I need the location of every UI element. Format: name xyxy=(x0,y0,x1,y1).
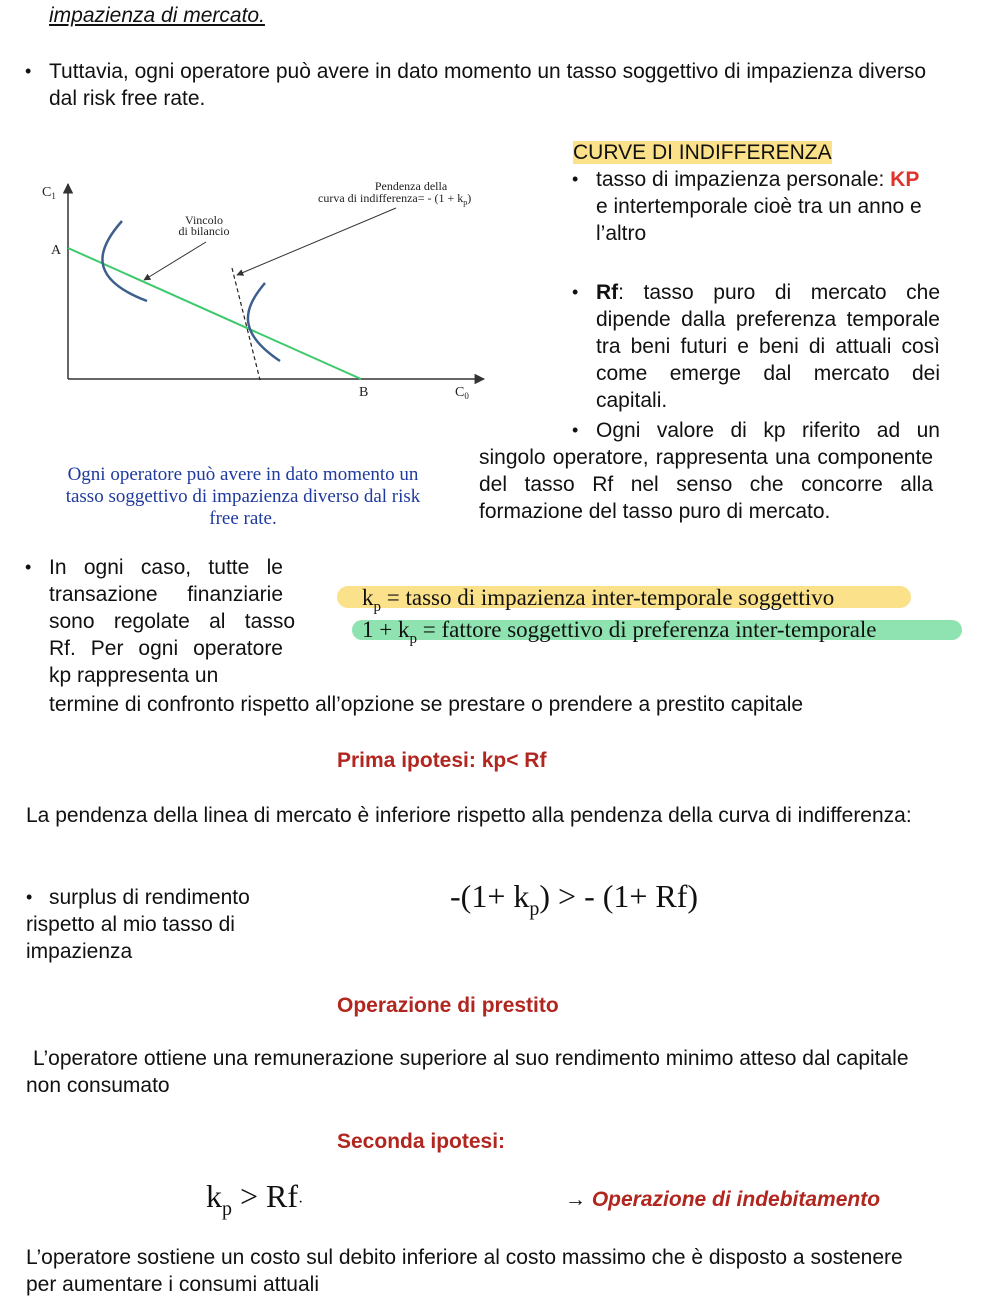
budget-line xyxy=(68,248,361,379)
vincolo-label-2: di bilancio xyxy=(178,224,230,238)
operazione-indebitamento: Operazione di indebitamento xyxy=(591,1188,881,1211)
point-a-label: A xyxy=(51,243,62,258)
seconda-inequality xyxy=(206,1178,304,1220)
transactions-line-5: kp rappresenta un xyxy=(49,664,219,687)
transactions-line-1: • In ogni caso, tutte le xyxy=(49,556,283,579)
indebitamento-line xyxy=(565,1186,880,1213)
transactions-line-2: transazione finanziarie xyxy=(49,583,283,606)
point-b-label: B xyxy=(359,385,369,400)
surplus-line-2: rispetto al mio tasso di xyxy=(26,913,235,936)
one-plus-kp-definition xyxy=(362,615,877,645)
kp-definition xyxy=(362,583,834,613)
prestito-explanation: L’operatore ottiene una remunerazione superiore al suo rendimento minimo atteso dal capitale non consumato xyxy=(26,1047,909,1097)
pendenza-arrow xyxy=(237,208,396,275)
indebitamento-explanation: L’operatore sostiene un costo sul debito inferiore al costo massimo che è disposto a sostenere per aumentare i consumi attuali xyxy=(26,1246,903,1296)
transactions-bullet xyxy=(49,554,309,689)
transactions-line-3: sono regolate al tasso xyxy=(49,610,295,633)
operazione-prestito: Operazione di prestito xyxy=(337,994,559,1017)
pendenza-label-1: Pendenza della xyxy=(374,179,448,193)
transactions-line-4: Rf. Per ogni operatore xyxy=(49,637,283,660)
kp-definition-text: = tasso di impazienza inter-temporale soggettivo xyxy=(381,585,835,610)
arrow-icon: → xyxy=(565,1188,592,1211)
seconda-ineq-dot: · xyxy=(298,1194,304,1211)
rf-bullet-text: : tasso puro di mercato che dipende dalla preferenza temporale tra beni futuri e beni di attuali così come emerge dal mercato dei capitali. xyxy=(596,281,940,412)
ogni-valore-rest: singolo operatore, rappresenta una componente del tasso Rf nel senso che concorre alla formazione del tasso puro di mercato. xyxy=(479,446,933,523)
kp-bullet-rest: e intertemporale cioè tra un anno e l’altro xyxy=(596,195,922,245)
intro-bullet: • Tuttavia, ogni operatore può avere in dato momento un tasso soggettivo di impazienza diverso dal risk free rate. xyxy=(49,58,949,112)
one-plus-subscript: p xyxy=(409,631,417,647)
indifference-curve-1 xyxy=(102,221,147,301)
prima-inequality xyxy=(450,878,699,920)
kp-symbol: k xyxy=(362,585,374,610)
one-plus-symbol: 1 + k xyxy=(362,617,410,642)
indifference-curve-2 xyxy=(248,283,280,361)
one-plus-definition-text: = fattore soggettivo di preferenza inter-temporale xyxy=(416,617,877,642)
pendenza-label-2: curva di indifferenza= - $(1 + k_p)$ xyxy=(318,191,472,207)
indifference-chart xyxy=(36,170,546,410)
kp-subscript: p xyxy=(373,599,381,615)
transactions-line-6: termine di confronto rispetto all’opzione se prestare o prendere a prestito capitale xyxy=(49,693,804,716)
rf-label: Rf xyxy=(596,281,619,304)
prima-ipotesi-title: Prima ipotesi: kp< Rf xyxy=(337,749,547,772)
curve-heading xyxy=(573,139,832,166)
prima-ineq-left: -(1+ k xyxy=(450,878,530,914)
vincolo-label-1: Vincolo xyxy=(185,213,223,227)
top-fragment: impazienza di mercato. xyxy=(49,4,265,27)
surplus-bullet: • surplus di rendimento rispetto al mio tasso di impazienza xyxy=(26,884,306,965)
prima-ineq-sub: p xyxy=(529,898,540,920)
seconda-ipotesi-title: Seconda ipotesi: xyxy=(337,1130,506,1153)
ogni-valore-bullet: • Ogni valore di kp riferito ad un xyxy=(596,417,940,444)
kp-bullet xyxy=(596,166,964,247)
indifference-figure xyxy=(36,170,546,410)
y-axis-label: $C_1$ xyxy=(42,185,56,201)
kp-label: KP xyxy=(890,168,920,191)
prima-ipotesi-text: La pendenza della linea di mercato è inferiore rispetto alla pendenza della curva di indifferenza: xyxy=(26,804,912,827)
seconda-ineq-sub: p xyxy=(222,1198,232,1220)
seconda-ineq-right: > Rf xyxy=(232,1178,299,1214)
surplus-line-1: surplus di rendimento xyxy=(49,886,250,909)
curve-heading-text: CURVE DI INDIFFERENZA xyxy=(573,141,832,164)
x-axis-label: $C_0$ xyxy=(455,385,469,401)
rf-bullet xyxy=(596,279,940,414)
seconda-ineq-left: k xyxy=(206,1178,222,1214)
vincolo-arrow xyxy=(144,242,206,280)
figure-caption: Ogni operatore può avere in dato momento un tasso soggettivo di impazienza diverso dal risk free rate. xyxy=(65,464,421,529)
kp-bullet-text: tasso di impazienza personale: xyxy=(596,168,891,191)
surplus-line-3: impazienza xyxy=(26,940,133,963)
prima-ineq-right: ) > - (1+ Rf) xyxy=(539,878,699,914)
